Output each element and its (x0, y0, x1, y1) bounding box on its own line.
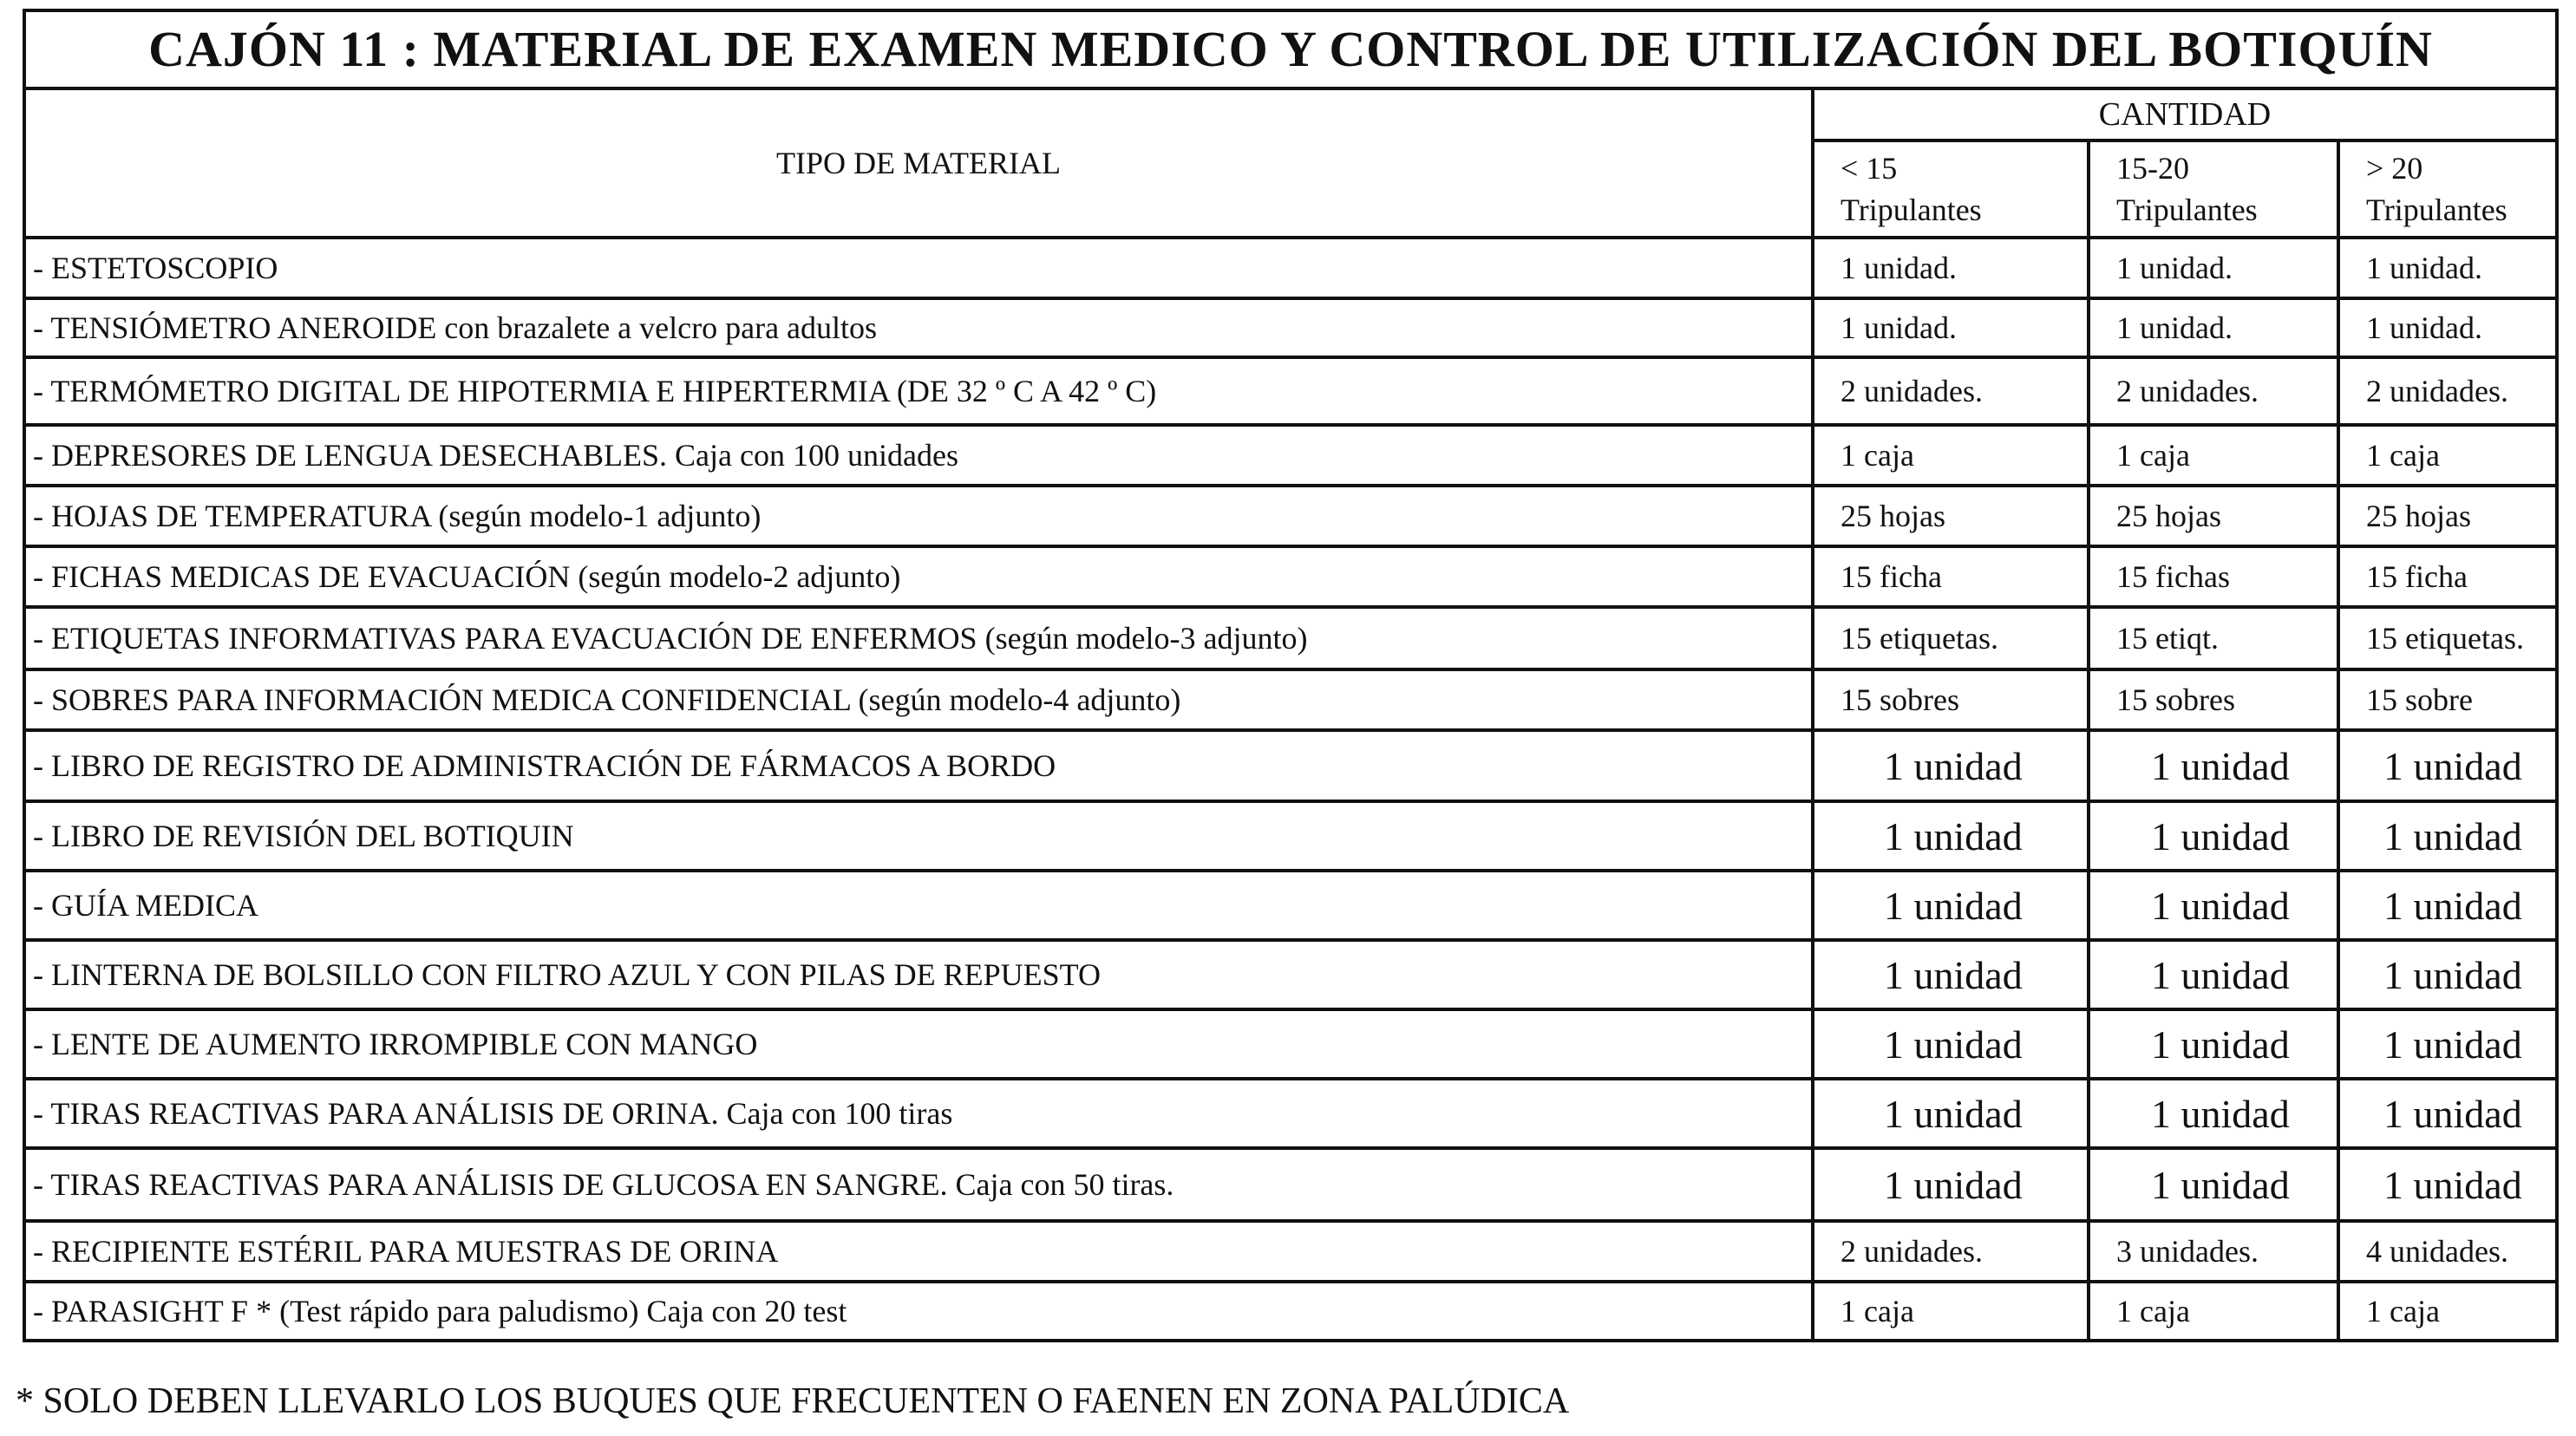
quantity-cell: 4 unidades. (2338, 1221, 2557, 1282)
item-name: - SOBRES PARA INFORMACIÓN MEDICA CONFIDENCIAL (según modelo-4 adjunto) (24, 669, 1813, 730)
header-col-range: < 15 (1840, 151, 1898, 186)
quantity-cell: 1 unidad (1813, 940, 2089, 1009)
quantity-cell: 1 caja (1813, 1282, 2089, 1341)
table-row (24, 546, 2557, 607)
table-row (24, 1221, 2557, 1282)
table-row (24, 1079, 2557, 1148)
quantity-cell: 2 unidades. (1813, 1221, 2089, 1282)
header-col-label: Tripulantes (2366, 193, 2507, 227)
quantity-cell: 1 unidad (1813, 871, 2089, 940)
header-col-range: 15-20 (2116, 151, 2189, 186)
item-name: - TIRAS REACTIVAS PARA ANÁLISIS DE ORINA. Caja con 100 tiras (24, 1079, 1813, 1148)
quantity-cell: 15 ficha (2338, 546, 2557, 607)
quantity-cell: 1 unidad. (2089, 298, 2338, 357)
item-name: - ETIQUETAS INFORMATIVAS PARA EVACUACIÓN DE ENFERMOS (según modelo-3 adjunto) (24, 607, 1813, 669)
quantity-cell: 15 etiqt. (2089, 607, 2338, 669)
quantity-cell: 1 caja (1813, 425, 2089, 486)
table-row (24, 1009, 2557, 1079)
header-cantidad: CANTIDAD (1813, 88, 2557, 140)
item-name: - ESTETOSCOPIO (24, 238, 1813, 298)
table-row (24, 486, 2557, 546)
quantity-cell: 1 unidad (2089, 801, 2338, 871)
item-name: - LINTERNA DE BOLSILLO CON FILTRO AZUL Y CON PILAS DE REPUESTO (24, 940, 1813, 1009)
quantity-cell: 1 unidad (1813, 730, 2089, 801)
item-name: - GUÍA MEDICA (24, 871, 1813, 940)
item-name: - HOJAS DE TEMPERATURA (según modelo-1 adjunto) (24, 486, 1813, 546)
quantity-cell: 1 unidad (2089, 1079, 2338, 1148)
quantity-cell: 1 unidad (2089, 1009, 2338, 1079)
quantity-cell: 1 unidad (1813, 1148, 2089, 1221)
item-name: - PARASIGHT F * (Test rápido para paludismo) Caja con 20 test (24, 1282, 1813, 1341)
table-row (24, 730, 2557, 801)
quantity-cell: 2 unidades. (1813, 357, 2089, 425)
item-name: - LIBRO DE REGISTRO DE ADMINISTRACIÓN DE FÁRMACOS A BORDO (24, 730, 1813, 801)
quantity-cell: 1 unidad. (1813, 298, 2089, 357)
quantity-cell: 1 caja (2338, 1282, 2557, 1341)
header-col-label: Tripulantes (2116, 193, 2258, 227)
table-row (24, 425, 2557, 486)
quantity-cell: 15 fichas (2089, 546, 2338, 607)
table-row (24, 669, 2557, 730)
quantity-cell: 1 unidad (2338, 940, 2557, 1009)
quantity-cell: 1 unidad. (2089, 238, 2338, 298)
item-name: - FICHAS MEDICAS DE EVACUACIÓN (según modelo-2 adjunto) (24, 546, 1813, 607)
item-name: - RECIPIENTE ESTÉRIL PARA MUESTRAS DE ORINA (24, 1221, 1813, 1282)
quantity-cell: 1 unidad (2089, 1148, 2338, 1221)
header-tipo-de-material: TIPO DE MATERIAL (24, 88, 1813, 238)
table-row (24, 871, 2557, 940)
header-col-range: > 20 (2366, 151, 2423, 186)
quantity-cell: 1 unidad (2338, 871, 2557, 940)
quantity-cell: 1 unidad (2338, 1148, 2557, 1221)
table-title: CAJÓN 11 : MATERIAL DE EXAMEN MEDICO Y CONTROL DE UTILIZACIÓN DEL BOTIQUÍN (24, 10, 2557, 88)
table-row (24, 940, 2557, 1009)
item-name: - LENTE DE AUMENTO IRROMPIBLE CON MANGO (24, 1009, 1813, 1079)
quantity-cell: 2 unidades. (2089, 357, 2338, 425)
quantity-cell: 1 unidad (2338, 730, 2557, 801)
quantity-cell: 1 unidad. (1813, 238, 2089, 298)
footnote: * SOLO DEBEN LLEVARLO LOS BUQUES QUE FRECUENTEN O FAENEN EN ZONA PALÚDICA (16, 1381, 1570, 1421)
quantity-cell: 15 ficha (1813, 546, 2089, 607)
quantity-cell: 1 unidad (2089, 940, 2338, 1009)
quantity-cell: 1 unidad (2338, 801, 2557, 871)
header-col-gt20 (2338, 140, 2557, 238)
item-name: - DEPRESORES DE LENGUA DESECHABLES. Caja con 100 unidades (24, 425, 1813, 486)
quantity-cell: 1 unidad (2338, 1079, 2557, 1148)
quantity-cell: 3 unidades. (2089, 1221, 2338, 1282)
quantity-cell: 1 unidad (2089, 730, 2338, 801)
quantity-cell: 1 unidad (2089, 871, 2338, 940)
quantity-cell: 15 sobres (2089, 669, 2338, 730)
table-body (24, 238, 2557, 1341)
quantity-cell: 1 caja (2338, 425, 2557, 486)
header-col-lt15 (1813, 140, 2089, 238)
quantity-cell: 25 hojas (2338, 486, 2557, 546)
quantity-cell: 2 unidades. (2338, 357, 2557, 425)
item-name: - TERMÓMETRO DIGITAL DE HIPOTERMIA E HIPERTERMIA (DE 32 º C A 42 º C) (24, 357, 1813, 425)
quantity-cell: 1 unidad (1813, 1009, 2089, 1079)
quantity-cell: 15 sobre (2338, 669, 2557, 730)
quantity-cell: 25 hojas (1813, 486, 2089, 546)
table-row (24, 801, 2557, 871)
quantity-cell: 1 caja (2089, 425, 2338, 486)
item-name: - LIBRO DE REVISIÓN DEL BOTIQUIN (24, 801, 1813, 871)
header-col-label: Tripulantes (1840, 193, 1982, 227)
quantity-cell: 15 etiquetas. (2338, 607, 2557, 669)
table-row (24, 298, 2557, 357)
quantity-cell: 1 unidad. (2338, 298, 2557, 357)
table-row (24, 1148, 2557, 1221)
item-name: - TIRAS REACTIVAS PARA ANÁLISIS DE GLUCOSA EN SANGRE. Caja con 50 tiras. (24, 1148, 1813, 1221)
quantity-cell: 1 caja (2089, 1282, 2338, 1341)
quantity-cell: 1 unidad. (2338, 238, 2557, 298)
quantity-cell: 25 hojas (2089, 486, 2338, 546)
quantity-cell: 15 etiquetas. (1813, 607, 2089, 669)
table-row (24, 1282, 2557, 1341)
quantity-cell: 1 unidad (2338, 1009, 2557, 1079)
material-table (23, 9, 2559, 1342)
table-row (24, 357, 2557, 425)
item-name: - TENSIÓMETRO ANEROIDE con brazalete a velcro para adultos (24, 298, 1813, 357)
quantity-cell: 1 unidad (1813, 1079, 2089, 1148)
quantity-cell: 15 sobres (1813, 669, 2089, 730)
quantity-cell: 1 unidad (1813, 801, 2089, 871)
header-col-15-20 (2089, 140, 2338, 238)
table-row (24, 238, 2557, 298)
table-row (24, 607, 2557, 669)
